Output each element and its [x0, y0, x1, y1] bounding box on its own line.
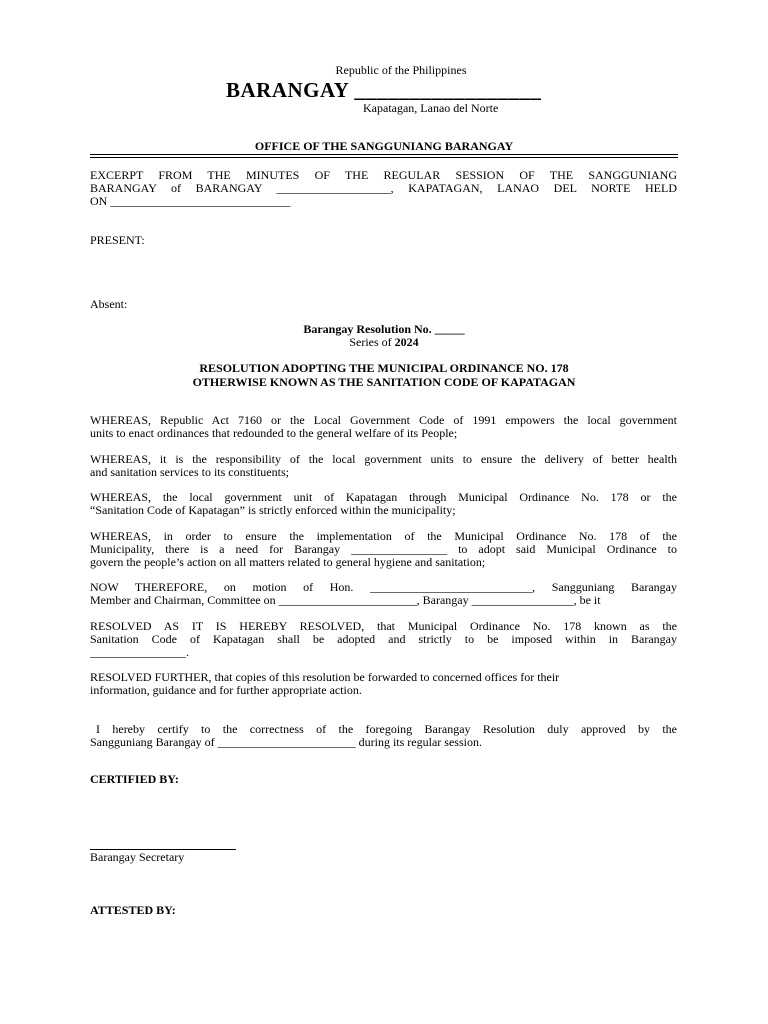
clause-line: I hereby certify to the correctness of the foregoing Barangay Resolution duly approved by the — [96, 722, 677, 736]
present-label: PRESENT: — [90, 233, 145, 247]
resolved-further-clause — [90, 671, 677, 697]
series-prefix: Series of — [349, 335, 395, 349]
resolution-title-line: RESOLUTION ADOPTING THE MUNICIPAL ORDINANCE NO. 178 — [199, 361, 569, 375]
resolved-clause — [90, 620, 677, 659]
clause-line: RESOLVED FURTHER, that copies of this resolution be forwarded to concerned offices for their — [90, 670, 560, 684]
header-rule-bottom — [90, 157, 678, 158]
clause-line: RESOLVED AS IT IS HEREBY RESOLVED, that Municipal Ordinance No. 178 known as the — [90, 619, 677, 633]
clause-line: NOW THEREFORE, on motion of Hon. ___________________________, Sangguniang Barangay — [90, 580, 677, 594]
clause-line: Municipality, there is a need for Barangay ________________ to adopt said Municipal Ordinance to — [90, 542, 677, 556]
clause-line: and sanitation services to its constituents; — [90, 465, 289, 479]
attested-by-label: ATTESTED BY: — [90, 903, 176, 917]
barangay-heading: BARANGAY _________________ — [226, 78, 542, 102]
clause-line: WHEREAS, the local government unit of Kapatagan through Municipal Ordinance No. 178 or the — [90, 490, 677, 504]
republic-line: Republic of the Philippines — [335, 63, 467, 77]
excerpt-line: BARANGAY of BARANGAY ___________________, KAPATAGAN, LANAO DEL NORTE HELD — [90, 181, 677, 195]
clause-line: Sangguniang Barangay of _______________________ during its regular session. — [90, 735, 482, 749]
clause-line: Sanitation Code of Kapatagan shall be adopted and strictly to be imposed within in Barangay — [90, 632, 677, 646]
whereas-clause-1 — [90, 414, 677, 440]
clause-line: WHEREAS, it is the responsibility of the local government units to ensure the delivery of better health — [90, 452, 677, 466]
clause-line: WHEREAS, in order to ensure the implementation of the Municipal Ordinance No. 178 of the — [90, 529, 677, 543]
absent-label: Absent: — [90, 297, 128, 311]
resolution-series — [0, 336, 768, 349]
location-line: Kapatagan, Lanao del Norte — [363, 101, 499, 115]
now-therefore-clause — [90, 581, 677, 607]
secretary-title: Barangay Secretary — [90, 850, 185, 864]
certified-by-label: CERTIFIED BY: — [90, 772, 179, 786]
clause-line: units to enact ordinances that redounded to the general welfare of its People; — [90, 426, 458, 440]
resolution-title-line: OTHERWISE KNOWN AS THE SANITATION CODE OF KAPATAGAN — [192, 375, 576, 389]
clause-line: govern the people’s action on all matters related to general hygiene and sanitation; — [90, 555, 486, 569]
resolution-number: Barangay Resolution No. _____ — [303, 322, 465, 336]
excerpt-line: EXCERPT FROM THE MINUTES OF THE REGULAR SESSION OF THE SANGGUNIANG — [90, 168, 677, 182]
clause-line: Member and Chairman, Committee on _______________________, Barangay _________________, be it — [90, 593, 601, 607]
whereas-clause-4 — [90, 530, 677, 569]
clause-line: WHEREAS, Republic Act 7160 or the Local Government Code of 1991 empowers the local government — [90, 413, 677, 427]
whereas-clause-3 — [90, 491, 677, 517]
office-title: OFFICE OF THE SANGGUNIANG BARANGAY — [254, 139, 514, 153]
excerpt-line: ON ______________________________ — [90, 194, 291, 208]
certification-paragraph — [90, 723, 677, 749]
whereas-clause-2 — [90, 453, 677, 479]
series-year: 2024 — [394, 335, 419, 349]
clause-line: information, guidance and for further appropriate action. — [90, 683, 362, 697]
clause-line: “Sanitation Code of Kapatagan” is strictly enforced within the municipality; — [90, 503, 456, 517]
excerpt-paragraph — [90, 169, 677, 208]
clause-line: ________________. — [90, 645, 189, 659]
header-rule-top — [90, 154, 678, 155]
